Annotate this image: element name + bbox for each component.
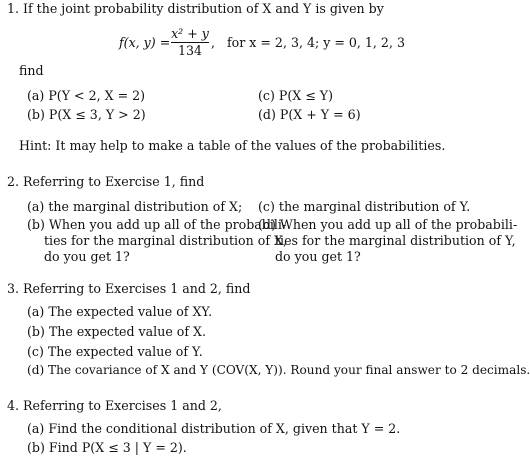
exercise-1-heading: 1. If the joint probability distribution of X and Y is given by [7, 1, 384, 16]
ex3-part-a: (a) The expected value of XY. [27, 304, 213, 319]
ex1-hint: Hint: It may help to make a table of the values of the probabilities. [19, 138, 446, 153]
exercise-4-heading: 4. Referring to Exercises 1 and 2, [7, 398, 222, 413]
ex1-part-c: (c) P(X ≤ Y) [258, 88, 334, 103]
ex2-part-d-line-2: ties for the marginal distribution of Y, [275, 233, 516, 248]
ex4-part-b: (b) Find P(X ≤ 3 | Y = 2). [27, 440, 187, 455]
formula-lhs: f(x, y) = [119, 35, 171, 50]
ex3-part-b: (b) The expected value of X. [27, 324, 206, 339]
exercise-2-heading: 2. Referring to Exercise 1, find [7, 174, 205, 189]
formula-domain: for x = 2, 3, 4; y = 0, 1, 2, 3 [227, 35, 405, 50]
formula-fraction [171, 27, 209, 58]
ex2-part-a: (a) the marginal distribution of X; [27, 199, 243, 214]
ex3-part-d: (d) The covariance of X and Y (COV(X, Y)). Round your final answer to 2 decimals. [27, 363, 530, 377]
ex2-part-b-line-3: do you get 1? [44, 249, 130, 264]
ex1-part-d: (d) P(X + Y = 6) [258, 107, 361, 122]
formula-denominator: 134 [177, 43, 203, 58]
ex4-part-a: (a) Find the conditional distribution of X, given that Y = 2. [27, 421, 401, 436]
ex2-part-c: (c) the marginal distribution of Y. [258, 199, 471, 214]
formula-comma: , [211, 35, 216, 50]
ex1-part-a: (a) P(Y < 2, X = 2) [27, 88, 146, 103]
ex2-part-b-line-2: ties for the marginal distribution of X, [44, 233, 287, 248]
find-label: find [19, 63, 44, 78]
exercise-3-heading: 3. Referring to Exercises 1 and 2, find [7, 281, 251, 296]
formula-numerator: x² + y [171, 26, 209, 41]
ex3-part-c: (c) The expected value of Y. [27, 344, 203, 359]
ex2-part-d-line-3: do you get 1? [275, 249, 361, 264]
ex1-part-b: (b) P(X ≤ 3, Y > 2) [27, 107, 146, 122]
ex2-part-b-line-1: (b) When you add up all of the probabili- [27, 217, 287, 232]
ex2-part-d-line-1: (d) When you add up all of the probabili- [258, 217, 518, 232]
